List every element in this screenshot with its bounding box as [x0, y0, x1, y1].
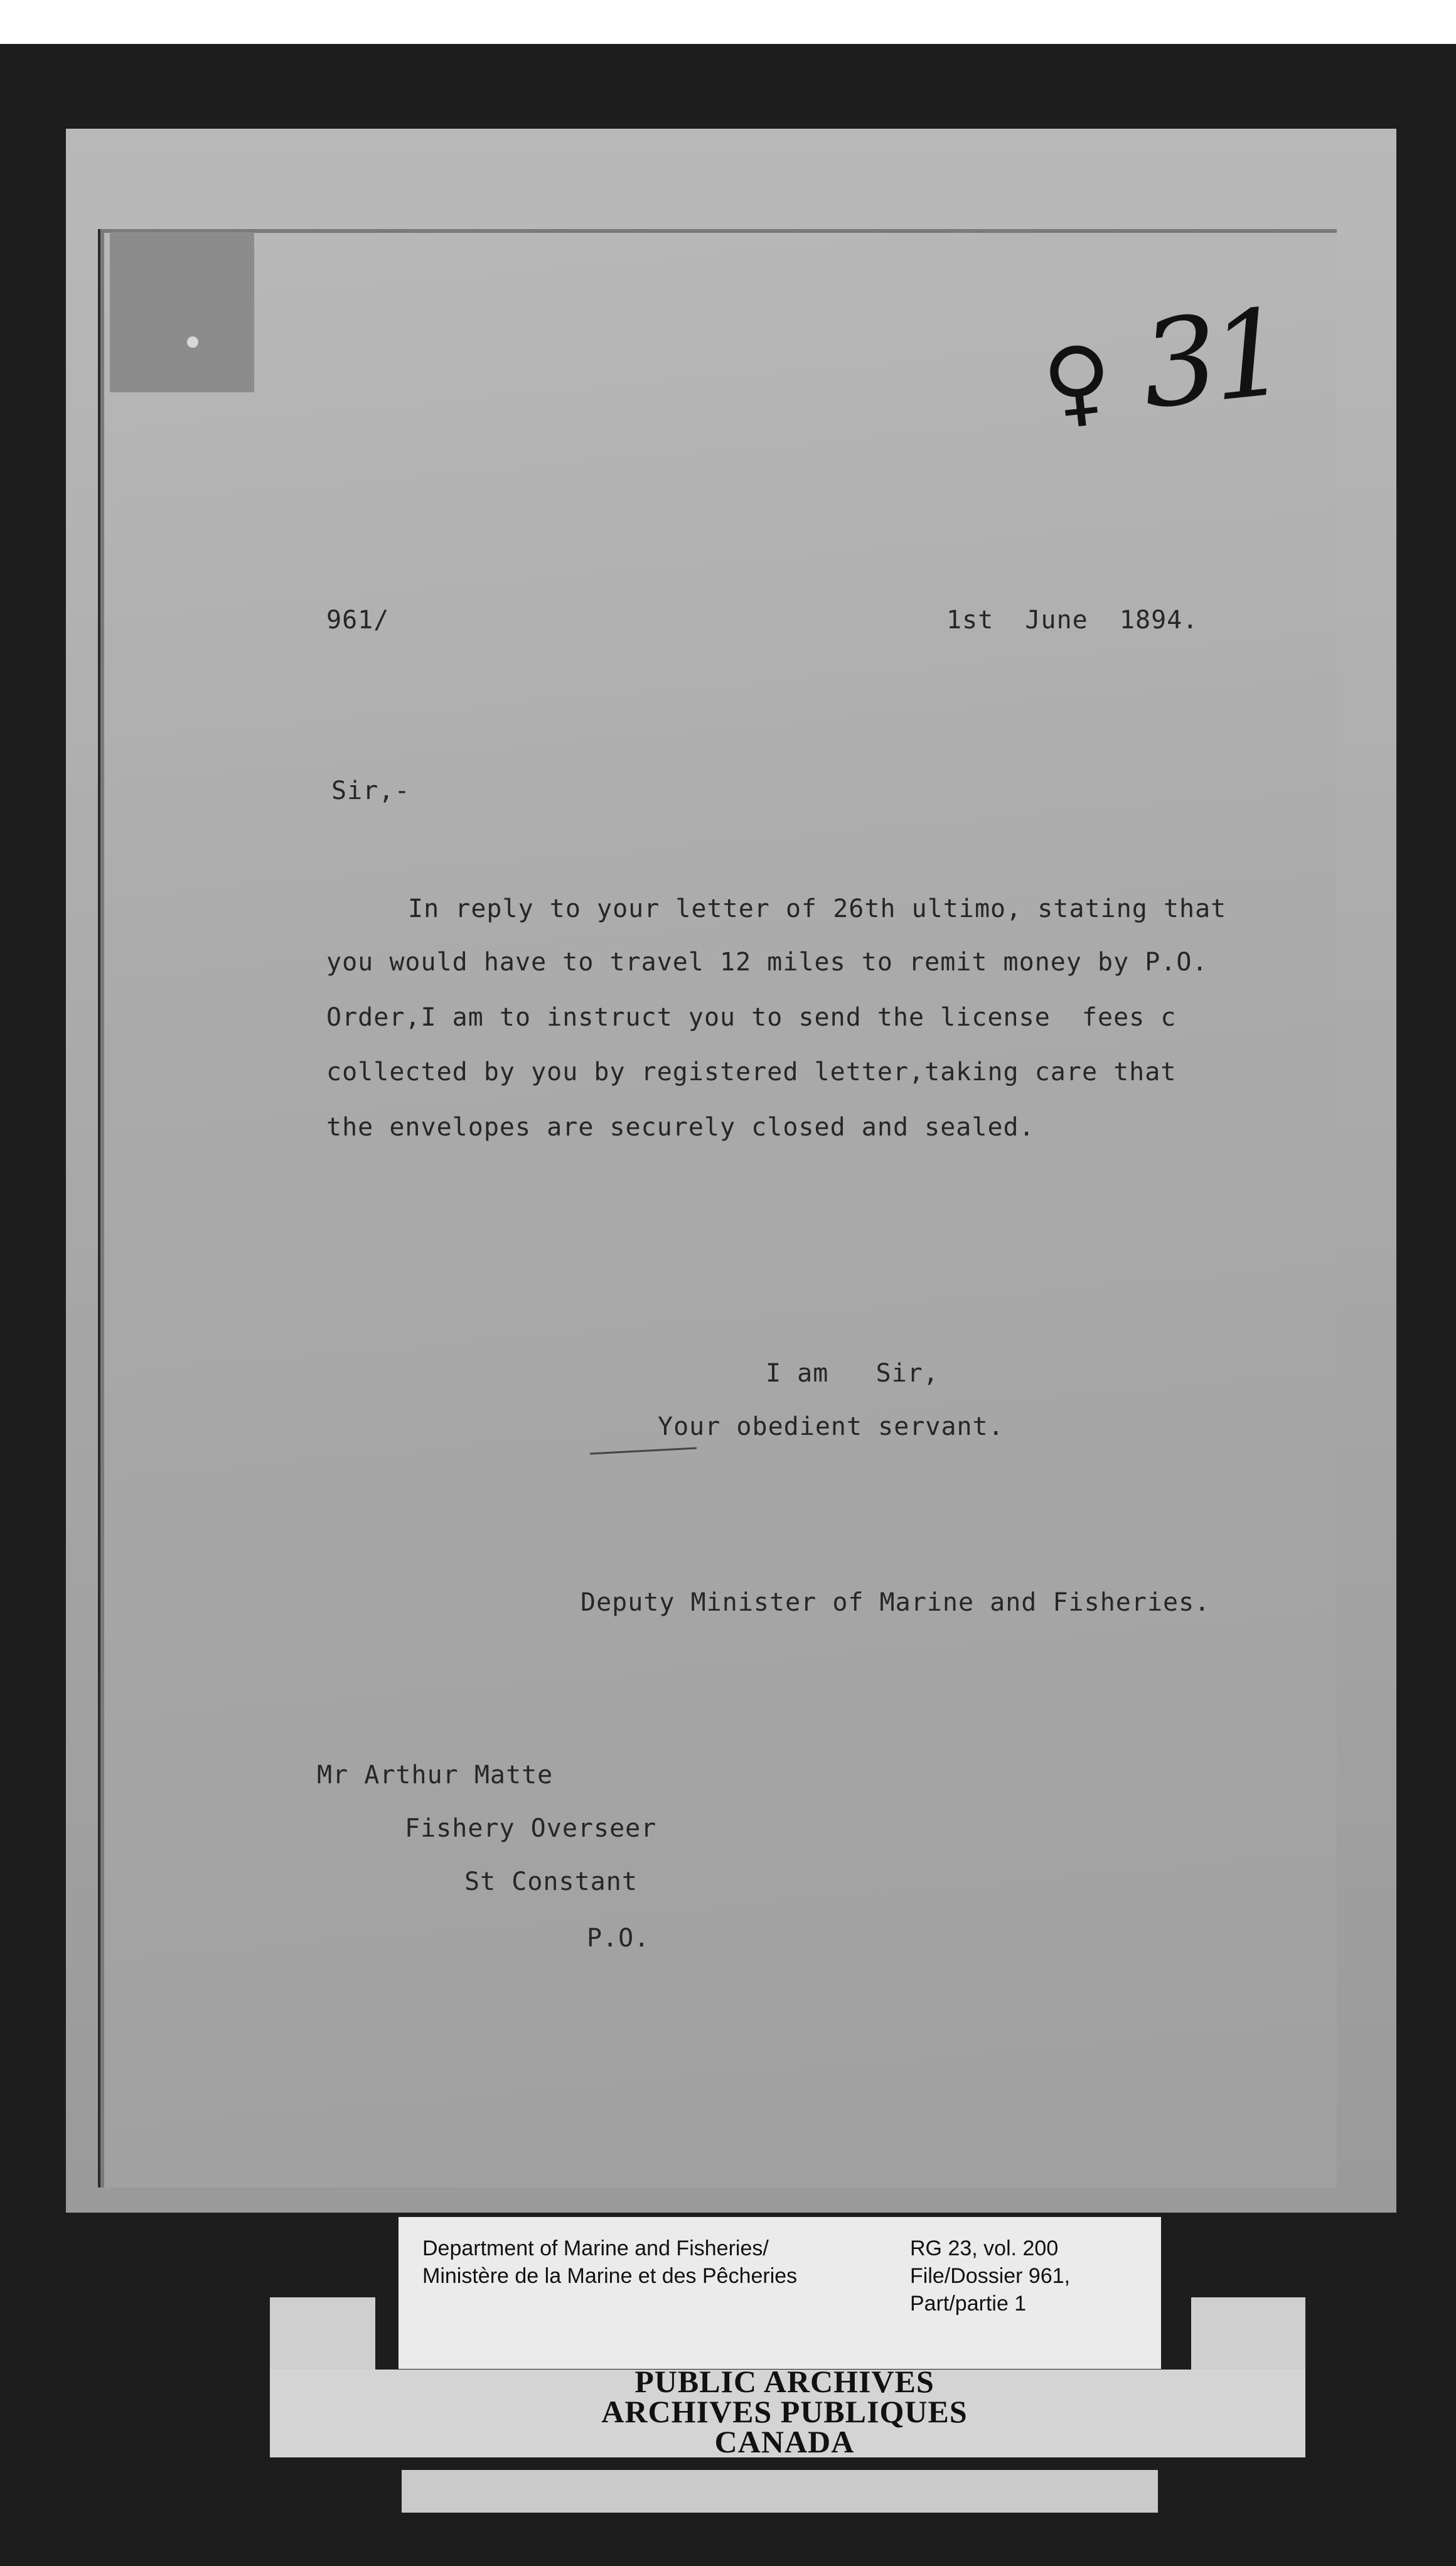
archive-label-reference [910, 2235, 1070, 2317]
salutation: Sir,- [331, 776, 410, 805]
body-line: the envelopes are securely closed and sealed. [326, 1113, 1035, 1142]
stamp-line: CANADA [714, 2424, 855, 2459]
address-line: P.O. [587, 1924, 650, 1953]
address-line: Fishery Overseer [405, 1814, 657, 1843]
file-number: File/Dossier 961, [910, 2264, 1071, 2288]
archive-label [399, 2217, 1161, 2369]
address-line: St Constant [464, 1867, 638, 1896]
archives-stamp [377, 2366, 1192, 2457]
punch-hole [187, 336, 198, 348]
handwritten-scribble: ♀ [1037, 324, 1118, 441]
body-line: Order,I am to instruct you to send the license fees c [326, 1003, 1177, 1032]
signature-title: Deputy Minister of Marine and Fisheries. [581, 1588, 1211, 1617]
record-group: RG 23, vol. 200 [910, 2236, 1059, 2260]
body-line: collected by you by registered letter,taking care that [326, 1058, 1177, 1087]
folio-number: 31 [1135, 282, 1288, 436]
address-line: Mr Arthur Matte [317, 1761, 554, 1790]
body-line: In reply to your letter of 26th ultimo, stating that [408, 894, 1227, 923]
archive-label-department [422, 2235, 797, 2290]
closing-line: Your obedient servant. [658, 1412, 1004, 1441]
bottom-strip [402, 2470, 1158, 2513]
stamp-line: ARCHIVES PUBLIQUES [601, 2394, 968, 2429]
folio-mark [1035, 283, 1288, 446]
page-tab [110, 232, 254, 392]
stamp-line: PUBLIC ARCHIVES [634, 2364, 934, 2399]
file-reference: 961/ [326, 606, 390, 635]
closing-line: I am Sir, [766, 1359, 939, 1388]
letter-page [100, 229, 1337, 2188]
letter-date: 1st June 1894. [946, 606, 1199, 635]
part-number: Part/partie 1 [910, 2292, 1027, 2316]
department-en: Department of Marine and Fisheries/ [422, 2236, 769, 2260]
department-fr: Ministère de la Marine et des Pêcheries [422, 2264, 798, 2288]
body-line: you would have to travel 12 miles to remit money by P.O. [326, 948, 1208, 977]
